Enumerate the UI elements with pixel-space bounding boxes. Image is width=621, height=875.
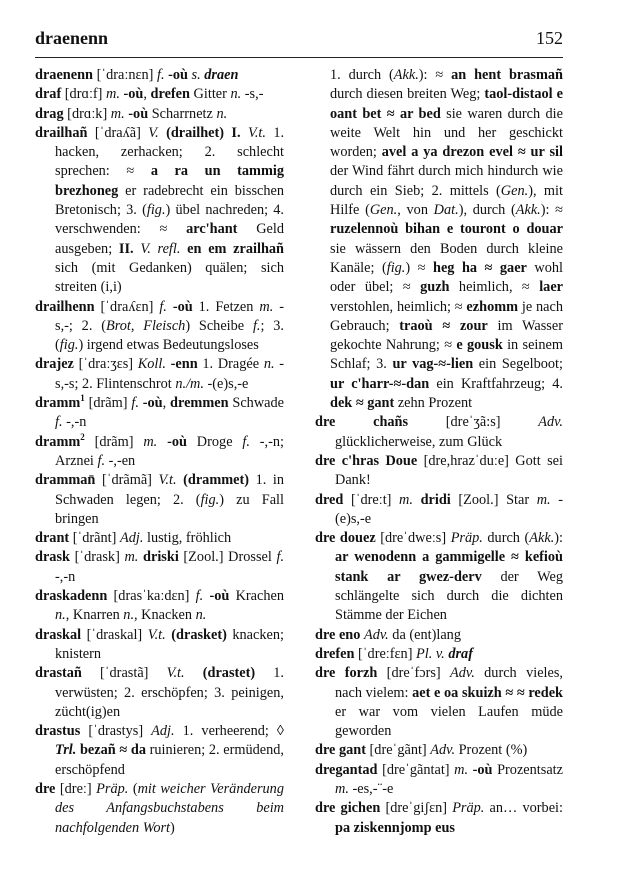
dictionary-entry: drag [drɑːk] m. -où Scharrnetz n. [35, 105, 228, 122]
right-column [315, 66, 563, 838]
dictionary-entry: drajez [ˈdraːʒɛs] Koll. -enn 1. Dragée n. -s,-s; 2. Flintenschrot n./m. -(e)s,-e [35, 356, 285, 392]
running-headword: draenenn [35, 28, 109, 48]
dictionary-entry: dramm$^1$ [drãm] f. -où, dremmen Schwade f. -,-n [35, 393, 284, 431]
dictionary-entry: draskal [ˈdraskal] V.t. (drasket) knacken; knistern [35, 626, 284, 662]
dictionary-entry: drailhañ [ˈdraʎã] V. (drailhet) I. V.t. 1. hacken, zerhacken; 2. schlecht sprechen: ≈ a ra un tammig brezhoneg er radebrecht ein bisschen Bretonisch; 3. (fig.) übel nachreden; 4. verschwenden: ≈ arc'hant Geld ausgeben; II. V. refl. en em zrailhañ sich (mit Gedanken) quälen; sich streiten (i,i) [35, 124, 285, 296]
dictionary-entry: dre chañs [dreˈʒã:s] Adv. glücklicherweise, zum Glück [315, 414, 563, 450]
dictionary-entry: dramman̄ [ˈdrãmã] V.t. (drammet) 1. in Schwaden legen; 2. (fig.) zu Fall bringen [35, 472, 284, 527]
dictionary-entry: dregantad [dreˈgãntat] m. -où Prozentsatz m. -es,-¨-e [315, 761, 563, 797]
dictionary-entry: drailhenn [ˈdraʎɛn] f. -où 1. Fetzen m. -s,-; 2. (Brot, Fleisch) Scheibe f.; 3. (fig.) irgend etwas Bedeutungsloses [35, 298, 284, 354]
dictionary-entry: drefen [ˈdreːfɛn] Pl. v. draf [315, 645, 473, 662]
dictionary-entry: dred [ˈdreːt] m. dridi [Zool.] Star m. -(e)s,-e [315, 491, 563, 527]
page-number: 152 [536, 28, 563, 48]
dictionary-entry: dre [dreː] Präp. (mit weicher Veränderung des Anfangsbuchstabens beim nachfolgenden Wort) [35, 780, 284, 836]
dictionary-entry: draenenn [ˈdraːnɛn] f. -où s. draen [35, 67, 239, 83]
dictionary-entry: dre c'hras Doue [dre,hrazˈduːe] Gott sei Dank! [315, 452, 563, 489]
dictionary-entry: draf [drɑːf] m. -où, drefen Gitter n. -s,- [35, 86, 264, 103]
dictionary-entry: drastañ [ˈdrastã] V.t. (drastet) 1. verwüsten; 2. erschöpfen; 3. peinigen, zücht(ig)en [35, 665, 284, 720]
dictionary-entry: dramm$^2$ [drãm] m. -où Droge f. -,-n; Arznei f. -,-en [35, 431, 284, 469]
dictionary-entry: drastus [ˈdrastys] Adj. 1. verheerend; ◊ Trl. bezañ ≈ da ruinieren; 2. ermüdend, erschöpfend [35, 723, 284, 778]
page-header [35, 28, 563, 50]
dictionary-entry: dre forzh [dreˈfɔrs] Adv. durch vieles, nach vielem: aet e oa skuizh ≈ ≈ redek er war vom vielen Laufen müde geworden [315, 665, 564, 740]
dictionary-entry: drant [ˈdrãnt] Adj. lustig, fröhlich [35, 530, 232, 547]
left-column [35, 66, 284, 838]
dictionary-entry: dre douez [dreˈdweːs] Präp. durch (Akk.): ar wenodenn a gammigelle ≈ kefioù stank ar gwez-derv der Weg schlängelte sich durch die dichten Stämme der Eichen [315, 530, 564, 624]
dictionary-entry: draskadenn [drasˈkaːdɛn] f. -où Krachen n., Knarren n., Knacken n. [35, 588, 285, 624]
dictionary-entry: dre gichen [dreˈgiʃɛn] Präp. an… vorbei: pa ziskennjomp eus [315, 800, 563, 836]
dictionary-entry: dre eno Adv. da (ent)lang [315, 626, 461, 643]
dictionary-entry: dre gant [dreˈgãnt] Adv. Prozent (%) [315, 742, 528, 759]
header-rule [35, 57, 563, 58]
dictionary-entry: drask [ˈdrask] m. driski [Zool.] Drossel f. -,-n [35, 549, 285, 585]
entry-continuation: 1. durch (Akk.): ≈ an hent brasmañ durch diesen breiten Weg; taol-distaol e oant bet ≈ ar bed sie waren durch die weite Welt hin und her geschickt worden; avel a ya drezon evel ≈ ur sil der Wind fährt durch mich hindurch wie durch ein Sieb; 2. mittels (Gen.), mit Hilfe (Gen., von Dat.), durch (Akk.): ≈ ruzelennoù bihan e touront o douar sie wässern den Boden durch kleine Kanäle; (fig.) ≈ heg ha ≈ gaer wohl oder übel; ≈ guzh heimlich, ≈ laer verstohlen, heimlich; ≈ ezhomm je nach Gebrauch; traoù ≈ zour im Wasser gekochte Nahrung; ≈ e gousk in seinem Schlaf; 3. ur vag-≈-lien ein Segelboot; ur c'harr-≈-dan ein Kraftfahrzeug; 4. dek ≈ gant zehn Prozent [330, 67, 564, 412]
